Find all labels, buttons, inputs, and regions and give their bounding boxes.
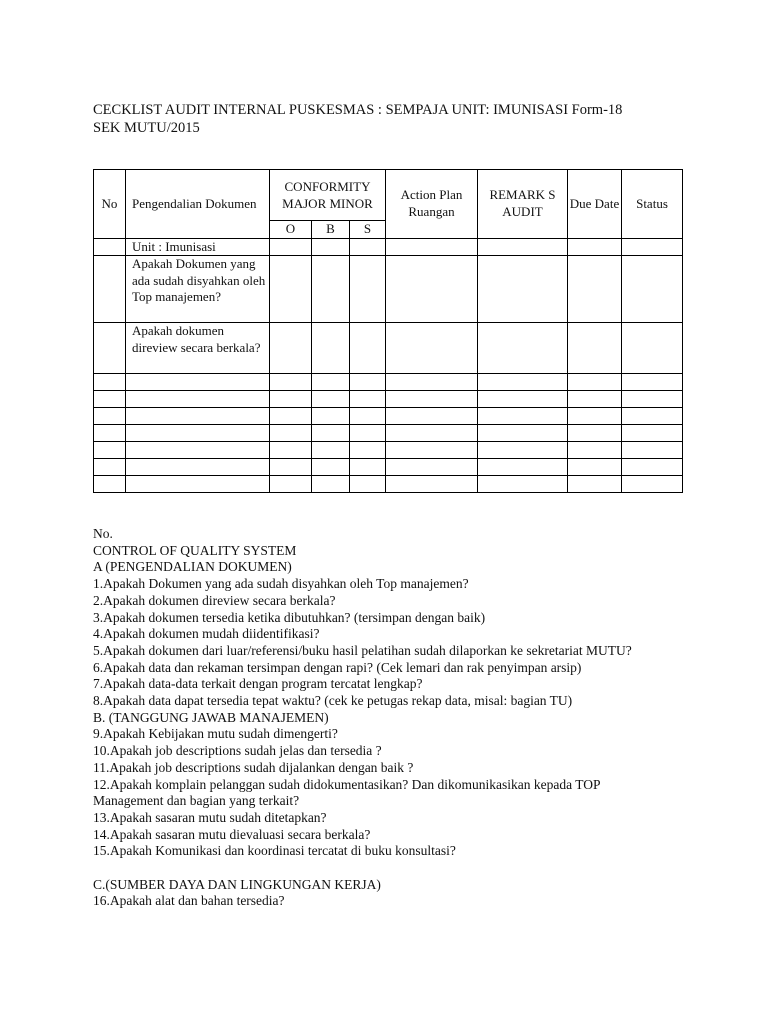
list-item: 10.Apakah job descriptions sudah jelas dan tersedia ? — [93, 743, 382, 759]
table-row-empty — [94, 425, 683, 442]
header-no: No — [94, 170, 126, 239]
header-conformity: CONFORMITY MAJOR MINOR — [270, 170, 386, 221]
section-b-heading: B. (TANGGUNG JAWAB MANAJEMEN) — [93, 709, 329, 725]
list-item: 4.Apakah dokumen mudah diidentifikasi? — [93, 626, 320, 642]
header-status: Status — [622, 170, 683, 239]
list-item: 2.Apakah dokumen direview secara berkala? — [93, 592, 336, 608]
section-c-heading: C.(SUMBER DAYA DAN LINGKUNGAN KERJA) — [93, 876, 381, 892]
checklist-body — [93, 526, 693, 910]
row-question-2: Apakah dokumen direview secara berkala? — [126, 323, 270, 374]
header-s: S — [350, 221, 386, 239]
header-due-date: Due Date — [568, 170, 622, 239]
header-remarks: REMARK S AUDIT — [478, 170, 568, 239]
table-row-empty — [94, 374, 683, 391]
list-item: 13.Apakah sasaran mutu sudah ditetapkan? — [93, 809, 327, 825]
table-row — [94, 256, 683, 323]
document-title — [93, 101, 683, 137]
list-item: 11.Apakah job descriptions sudah dijalankan dengan baik ? — [93, 759, 414, 775]
list-item: 5.Apakah dokumen dari luar/referensi/buku hasil pelatihan sudah dilaporkan ke sekretariat MUTU? — [93, 642, 632, 658]
list-item: 7.Apakah data-data terkait dengan program tercatat lengkap? — [93, 676, 423, 692]
list-item: 3.Apakah dokumen tersedia ketika dibutuhkan? (tersimpan dengan baik) — [93, 609, 486, 625]
unit-label: Unit : Imunisasi — [126, 238, 270, 256]
table-row-empty — [94, 459, 683, 476]
section-heading: CONTROL OF QUALITY SYSTEM — [93, 542, 297, 558]
list-item: 16.Apakah alat dan bahan tersedia? — [93, 893, 285, 909]
list-item: 1.Apakah Dokumen yang ada sudah disyahkan oleh Top manajemen? — [93, 576, 469, 592]
table-row-unit — [94, 238, 683, 256]
no-label: No. — [93, 526, 113, 541]
section-a-heading: A (PENGENDALIAN DOKUMEN) — [93, 559, 292, 575]
title-line-2: SEK MUTU/2015 — [93, 120, 200, 136]
list-item: 9.Apakah Kebijakan mutu sudah dimengerti? — [93, 726, 338, 742]
header-action-plan: Action Plan Ruangan — [386, 170, 478, 239]
list-item: 14.Apakah sasaran mutu dievaluasi secara berkala? — [93, 826, 371, 842]
list-item: 15.Apakah Komunikasi dan koordinasi tercatat di buku konsultasi? — [93, 843, 456, 859]
list-item: 8.Apakah data dapat tersedia tepat waktu? (cek ke petugas rekap data, misal: bagian TU) — [93, 693, 573, 709]
audit-checklist-table — [93, 169, 683, 493]
table-row-empty — [94, 442, 683, 459]
table-row-empty — [94, 476, 683, 493]
row-question-1: Apakah Dokumen yang ada sudah disyahkan oleh Top manajemen? — [126, 256, 270, 323]
list-item: 6.Apakah data dan rekaman tersimpan dengan rapi? (Cek lemari dan rak penyimpan arsip) — [93, 659, 582, 675]
table-header-row — [94, 170, 683, 221]
header-o: O — [270, 221, 312, 239]
header-pengendalian: Pengendalian Dokumen — [126, 170, 270, 239]
table-row-empty — [94, 391, 683, 408]
title-line-1: CECKLIST AUDIT INTERNAL PUSKESMAS : SEMPAJA UNIT: IMUNISASI Form-18 — [93, 102, 623, 118]
table-row-empty — [94, 408, 683, 425]
list-item: 12.Apakah komplain pelanggan sudah didokumentasikan? Dan dikomunikasikan kepada TOP Management dan bagian yang terkait? — [93, 776, 601, 809]
table-row — [94, 323, 683, 374]
header-b: B — [312, 221, 350, 239]
